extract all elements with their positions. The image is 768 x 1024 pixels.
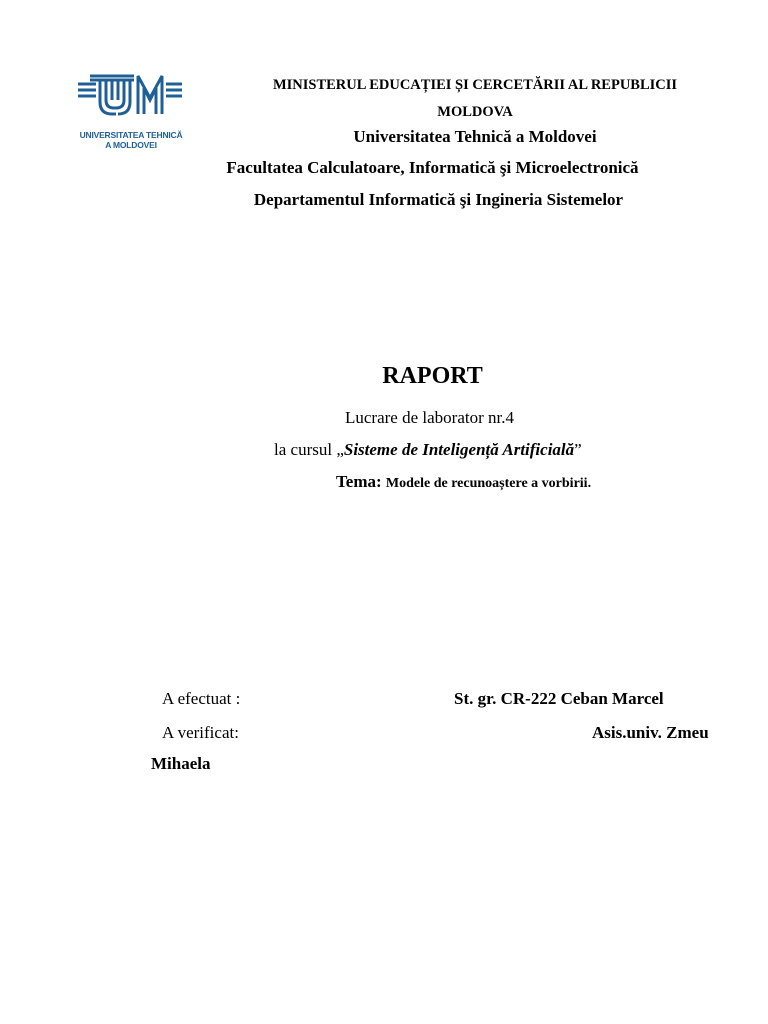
topic-label: Tema: bbox=[336, 472, 382, 491]
report-title: RAPORT bbox=[382, 363, 483, 389]
faculty-name: Facultatea Calculatoare, Informatică şi Microelectronică bbox=[226, 158, 639, 177]
logo-caption-line2: A MOLDOVEI bbox=[105, 140, 157, 150]
course-name: Sisteme de Inteligență Artificială bbox=[343, 440, 575, 459]
done-by-value: St. gr. CR-222 Ceban Marcel bbox=[454, 689, 664, 708]
course-line bbox=[274, 440, 582, 460]
checked-by-value-line2: Mihaela bbox=[151, 754, 211, 773]
ministry-line-2: MOLDOVA bbox=[437, 104, 513, 120]
checked-by-value-line1: Asis.univ. Zmeu bbox=[592, 723, 709, 742]
logo-caption-line1: UNIVERSITATEA TEHNICĂ bbox=[79, 130, 183, 140]
done-by-label: A efectuat : bbox=[162, 689, 241, 708]
course-suffix: ” bbox=[574, 440, 582, 459]
topic-text: Modele de recunoaștere a vorbirii. bbox=[385, 476, 592, 491]
checked-by-label: A verificat: bbox=[162, 723, 239, 742]
department-name: Departamentul Informatică şi Ingineria Sistemelor bbox=[253, 190, 624, 209]
ministry-line-1: MINISTERUL EDUCAȚIEI ȘI CERCETĂRII AL REPUBLICII bbox=[272, 77, 678, 93]
lab-work-line: Lucrare de laborator nr.4 bbox=[345, 408, 514, 427]
university-name: Universitatea Tehnică a Moldovei bbox=[353, 127, 597, 146]
topic-line bbox=[336, 472, 591, 492]
ministry-heading bbox=[0, 72, 768, 126]
course-prefix: la cursul „ bbox=[274, 440, 344, 459]
